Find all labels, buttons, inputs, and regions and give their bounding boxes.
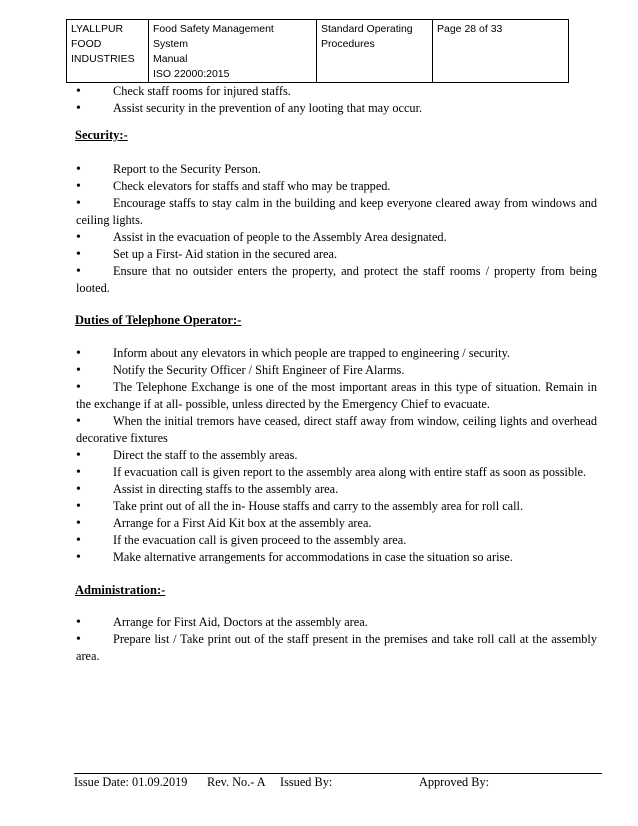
company-line: INDUSTRIES [71,53,135,65]
doc-type-line: Procedures [321,38,375,50]
manual-line: Manual [153,53,188,65]
issue-date: Issue Date: 01.09.2019 [74,775,188,789]
list-item: • The Telephone Exchange is one of the most important areas in this type of situation. Remain in the exchange if at all- possible, unless directed by the Emergency Chief to evacuate. [76,379,597,413]
company-line: FOOD [71,38,102,50]
telephone-operator-bullet-list [76,345,597,566]
security-bullet-list [76,161,597,297]
approved-by: Approved By: [419,775,490,789]
page-number: Page 28 of 33 [437,23,503,35]
list-item: • Report to the Security Person. [76,161,597,178]
list-item: • Assist in directing staffs to the assembly area. [76,481,597,498]
list-item: • Arrange for First Aid, Doctors at the assembly area. [76,614,597,631]
list-item: • Arrange for a First Aid Kit box at the assembly area. [76,515,597,532]
list-item: • Set up a First- Aid station in the secured area. [76,246,597,263]
issued-by: Issued By: [280,775,333,789]
list-item: • Make alternative arrangements for accommodations in case the situation so arise. [76,549,597,566]
list-item: • Check staff rooms for injured staffs. [76,83,597,100]
section-heading-telephone-operator: Duties of Telephone Operator:- [75,313,242,327]
list-item: • Assist security in the prevention of any looting that may occur. [76,100,597,117]
list-item: • Notify the Security Officer / Shift Engineer of Fire Alarms. [76,362,597,379]
list-item: • Check elevators for staffs and staff who may be trapped. [76,178,597,195]
list-item: • Ensure that no outsider enters the property, and protect the staff rooms / property from being looted. [76,263,597,297]
administration-bullet-list [76,614,597,665]
page-number-cell [433,20,569,83]
list-item: • Direct the staff to the assembly areas. [76,447,597,464]
company-line: LYALLPUR [71,23,124,35]
manual-line: Food Safety Management System [153,23,274,50]
document-type-cell [317,20,433,83]
section-heading-security: Security:- [75,128,128,142]
intro-bullet-list [76,83,597,117]
list-item: • If evacuation call is given report to the assembly area along with entire staff as soon as possible. [76,464,597,481]
list-item: • Assist in the evacuation of people to the Assembly Area designated. [76,229,597,246]
list-item: • Inform about any elevators in which people are trapped to engineering / security. [76,345,597,362]
footer-divider [74,773,602,774]
section-heading-administration: Administration:- [75,583,166,597]
list-item: • Take print out of all the in- House staffs and carry to the assembly area for roll call. [76,498,597,515]
doc-type-line: Standard Operating [321,23,413,35]
company-name-cell [67,20,149,83]
revision-number: Rev. No.- A [207,775,266,789]
document-header-table [66,19,569,83]
list-item: • Encourage staffs to stay calm in the building and keep everyone cleared away from windows and ceiling lights. [76,195,597,229]
list-item: • If the evacuation call is given proceed to the assembly area. [76,532,597,549]
list-item: • When the initial tremors have ceased, direct staff away from window, ceiling lights and overhead decorative fixtures [76,413,597,447]
list-item: • Prepare list / Take print out of the staff present in the premises and take roll call at the assembly area. [76,631,597,665]
manual-line: ISO 22000:2015 [153,68,230,80]
manual-title-cell [149,20,317,83]
